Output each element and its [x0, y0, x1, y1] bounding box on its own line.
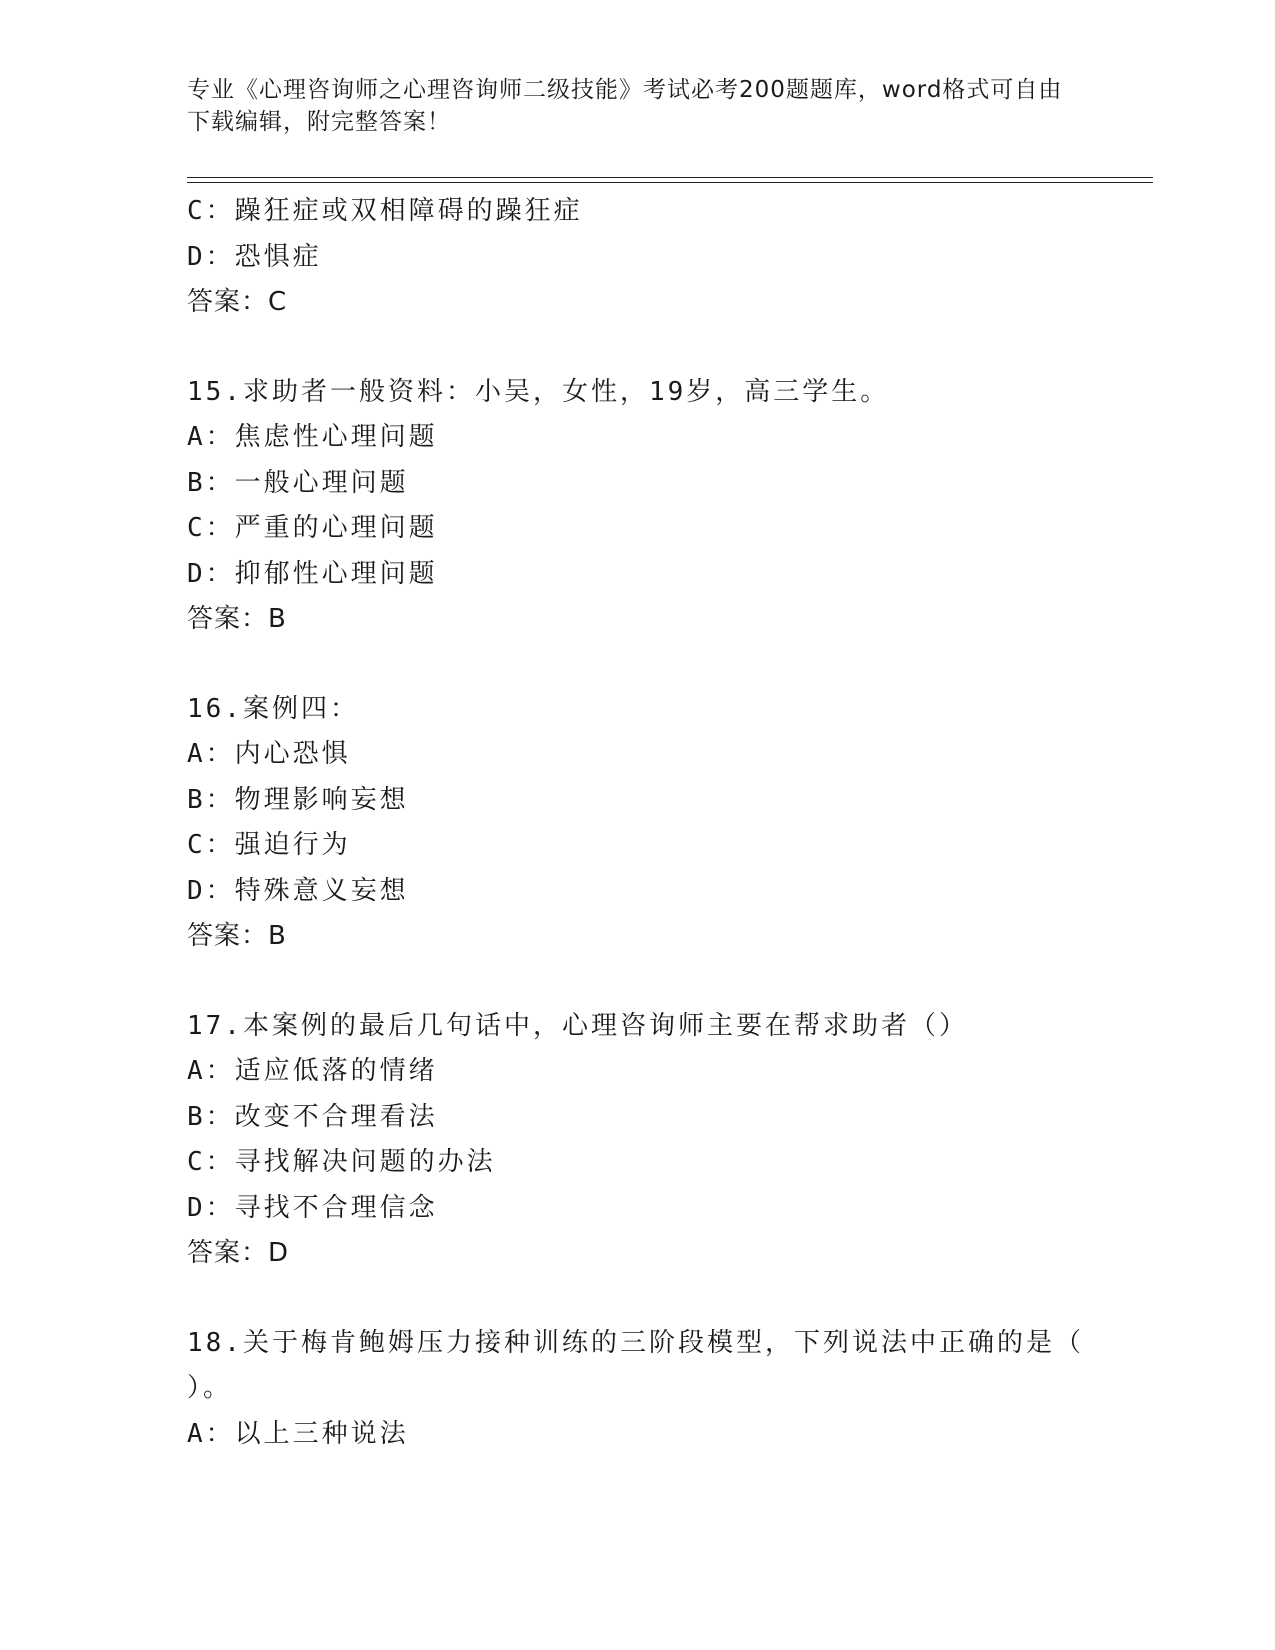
option-c: C：严重的心理问题	[187, 513, 438, 543]
option-b: B：物理影响妄想	[187, 784, 409, 815]
question-17	[187, 1004, 1087, 1277]
option-a: A：焦虑性心理问题	[187, 422, 438, 452]
option-d: D：寻找不合理信念	[187, 1192, 438, 1223]
question-stem-line-1: 18.关于梅肯鲍姆压力接种训练的三阶段模型，下列说法中正确的是（	[187, 1327, 1084, 1358]
header-rule-bottom	[187, 182, 1153, 183]
option-c: C：寻找解决问题的办法	[187, 1147, 496, 1177]
answer: 答案：B	[187, 604, 287, 634]
question-list	[187, 189, 1087, 1457]
answer: 答案：B	[187, 921, 287, 951]
question-18	[187, 1321, 1087, 1458]
option-d: D：特殊意义妄想	[187, 875, 409, 906]
question-15	[187, 370, 1087, 643]
question-16	[187, 687, 1087, 960]
question-stem-line-2: ）。	[187, 1373, 233, 1403]
option-b: B：改变不合理看法	[187, 1101, 438, 1132]
answer: 答案：D	[187, 1238, 290, 1268]
option-a: A：内心恐惧	[187, 739, 351, 769]
header-rule-top	[187, 177, 1153, 178]
option-c: C：躁狂症或双相障碍的躁狂症	[187, 196, 583, 226]
document-header: 专业《心理咨询师之心理咨询师二级技能》考试必考200题题库，word格式可自由下载编辑，附完整答案！	[187, 77, 1063, 135]
question-stem: 17.本案例的最后几句话中，心理咨询师主要在帮求助者（）	[187, 1010, 968, 1041]
option-d: D：恐惧症	[187, 241, 322, 272]
question-stem: 16.案例四：	[187, 693, 359, 724]
option-a: A：以上三种说法	[187, 1418, 409, 1449]
option-a: A：适应低落的情绪	[187, 1056, 438, 1086]
question-stem: 15.求助者一般资料：小吴，女性，19岁，高三学生。	[187, 376, 890, 407]
option-c: C：强迫行为	[187, 830, 351, 860]
option-b: B：一般心理问题	[187, 467, 409, 498]
option-d: D：抑郁性心理问题	[187, 558, 438, 589]
answer: 答案：C	[187, 287, 288, 317]
